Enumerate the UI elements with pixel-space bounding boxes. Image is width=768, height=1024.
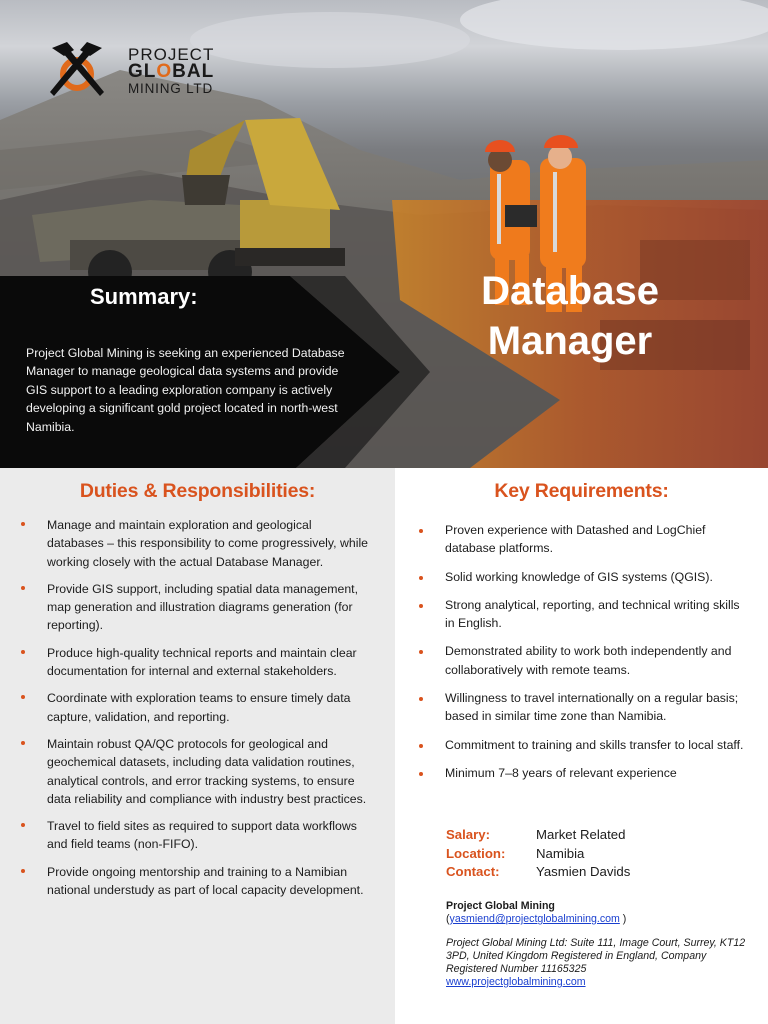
list-item: Maintain robust QA/QC protocols for geological and geochemical datasets, including data validation routines, analytical controls, and error tracking systems, to ensure data reliability and compliance with industry best practices. <box>21 735 371 808</box>
job-title <box>430 266 710 366</box>
list-item: Commitment to training and skills transfer to local staff. <box>419 736 749 754</box>
requirements-list <box>419 521 749 792</box>
list-item: Demonstrated ability to work both independently and collaboratively with remote teams. <box>419 642 749 679</box>
list-item: Strong analytical, reporting, and technical writing skills in English. <box>419 596 749 633</box>
list-item: Proven experience with Datashed and LogChief database platforms. <box>419 521 749 558</box>
summary-heading: Summary: <box>90 284 198 309</box>
list-item: Provide ongoing mentorship and training to a Namibian national understudy as part of local capacity development. <box>21 863 371 900</box>
summary-text: Project Global Mining is seeking an experienced Database Manager to manage geological data systems and provide GIS support to a leading exploration company is actively developing a significant gold project located in north-west Namibia. <box>26 346 345 434</box>
logo-wordmark <box>128 46 214 97</box>
company-logo <box>42 40 232 110</box>
list-item: Minimum 7–8 years of relevant experience <box>419 764 749 782</box>
location-row <box>446 845 746 864</box>
duties-section <box>0 468 395 1024</box>
list-item: Solid working knowledge of GIS systems (QGIS). <box>419 568 749 586</box>
company-address: Project Global Mining Ltd: Suite 111, Image Court, Surrey, KT12 3PD, United Kingdom Registered in England, Company Registered Number 11165325 <box>446 937 746 975</box>
location-label: Location: <box>446 845 506 861</box>
list-item: Willingness to travel internationally on a regular basis; based in similar time zone than Namibia. <box>419 689 749 726</box>
salary-value: Market Related <box>536 827 626 842</box>
logo-line-global: GLOBAL <box>128 61 215 82</box>
list-item: Provide GIS support, including spatial data management, map generation and illustration diagrams generation (for reporting). <box>21 580 371 635</box>
location-value: Namibia <box>536 845 585 861</box>
contact-label: Contact: <box>446 864 500 879</box>
list-item: Travel to field sites as required to support data workflows and field teams (non-FIFO). <box>21 817 371 854</box>
contact-company: Project Global Mining <box>446 900 555 912</box>
logo-line-mining: MINING LTD <box>128 81 213 96</box>
website-link[interactable]: www.projectglobalmining.com <box>446 976 586 988</box>
salary-row <box>446 826 746 845</box>
job-title-line1: Database <box>481 269 659 313</box>
crossed-hammers-icon <box>42 40 112 104</box>
requirements-section <box>395 468 768 1024</box>
email-link[interactable]: yasmiend@projectglobalmining.com <box>449 913 620 925</box>
job-details <box>446 826 746 882</box>
list-item: Coordinate with exploration teams to ensure timely data capture, validation, and reporting. <box>21 689 371 726</box>
list-item: Produce high-quality technical reports and maintain clear documentation for internal and external stakeholders. <box>21 644 371 681</box>
contact-value: Yasmien Davids <box>536 864 631 879</box>
contact-block <box>446 900 756 989</box>
requirements-heading: Key Requirements: <box>494 480 669 502</box>
hero-banner <box>0 0 768 468</box>
duties-heading: Duties & Responsibilities: <box>79 480 316 502</box>
email-line: (yasmiend@projectglobalmining.com ) <box>446 913 627 925</box>
logo-line-project: PROJECT <box>128 45 215 64</box>
list-item: Manage and maintain exploration and geological databases – this responsibility to come progressively, while working closely with the actual Database Manager. <box>21 516 371 571</box>
contact-row <box>446 863 746 882</box>
duties-list <box>21 516 371 908</box>
job-title-line2: Manager <box>487 319 653 363</box>
salary-label: Salary: <box>446 827 490 842</box>
